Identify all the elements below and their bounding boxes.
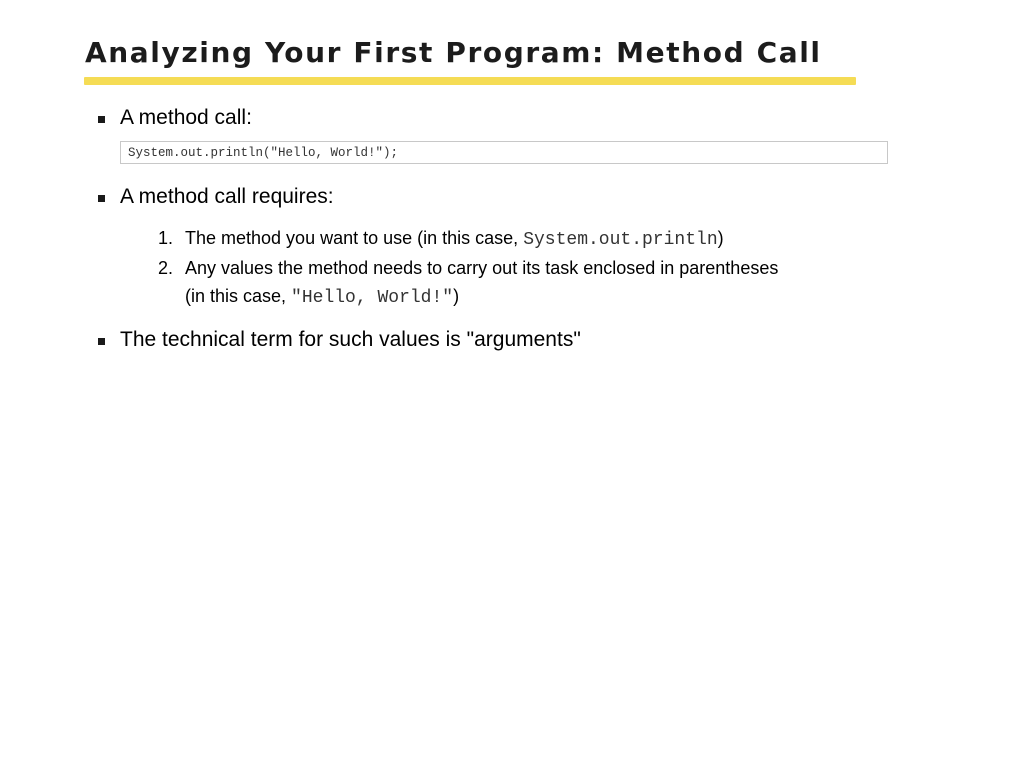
square-bullet-icon xyxy=(98,338,105,345)
requirement-text-before: The method you want to use (in this case, xyxy=(185,228,524,248)
requirement-text xyxy=(185,284,459,310)
requirement-code: System.out.println xyxy=(523,230,718,250)
requirement-text: Any values the method needs to carry out its task enclosed in parentheses xyxy=(185,258,779,278)
code-example-box xyxy=(120,141,888,164)
requirement-text-after: ) xyxy=(717,228,724,248)
list-number: 1. xyxy=(158,228,174,248)
requirement-text xyxy=(185,226,724,252)
bullet-text: A method call: xyxy=(120,106,252,129)
requirement-text-after: ) xyxy=(453,286,460,306)
code-example: System.out.println("Hello, World!"); xyxy=(128,146,399,160)
square-bullet-icon xyxy=(98,116,105,123)
square-bullet-icon xyxy=(98,195,105,202)
requirement-text-before: (in this case, xyxy=(185,286,292,306)
requirement-code: "Hello, World!" xyxy=(291,288,454,308)
bullet-text: A method call requires: xyxy=(120,185,334,208)
bullet-text: The technical term for such values is "arguments" xyxy=(120,328,581,351)
title-underline xyxy=(84,77,856,85)
list-number: 2. xyxy=(158,258,174,278)
slide-title: Analyzing Your First Program: Method Call xyxy=(85,36,822,69)
